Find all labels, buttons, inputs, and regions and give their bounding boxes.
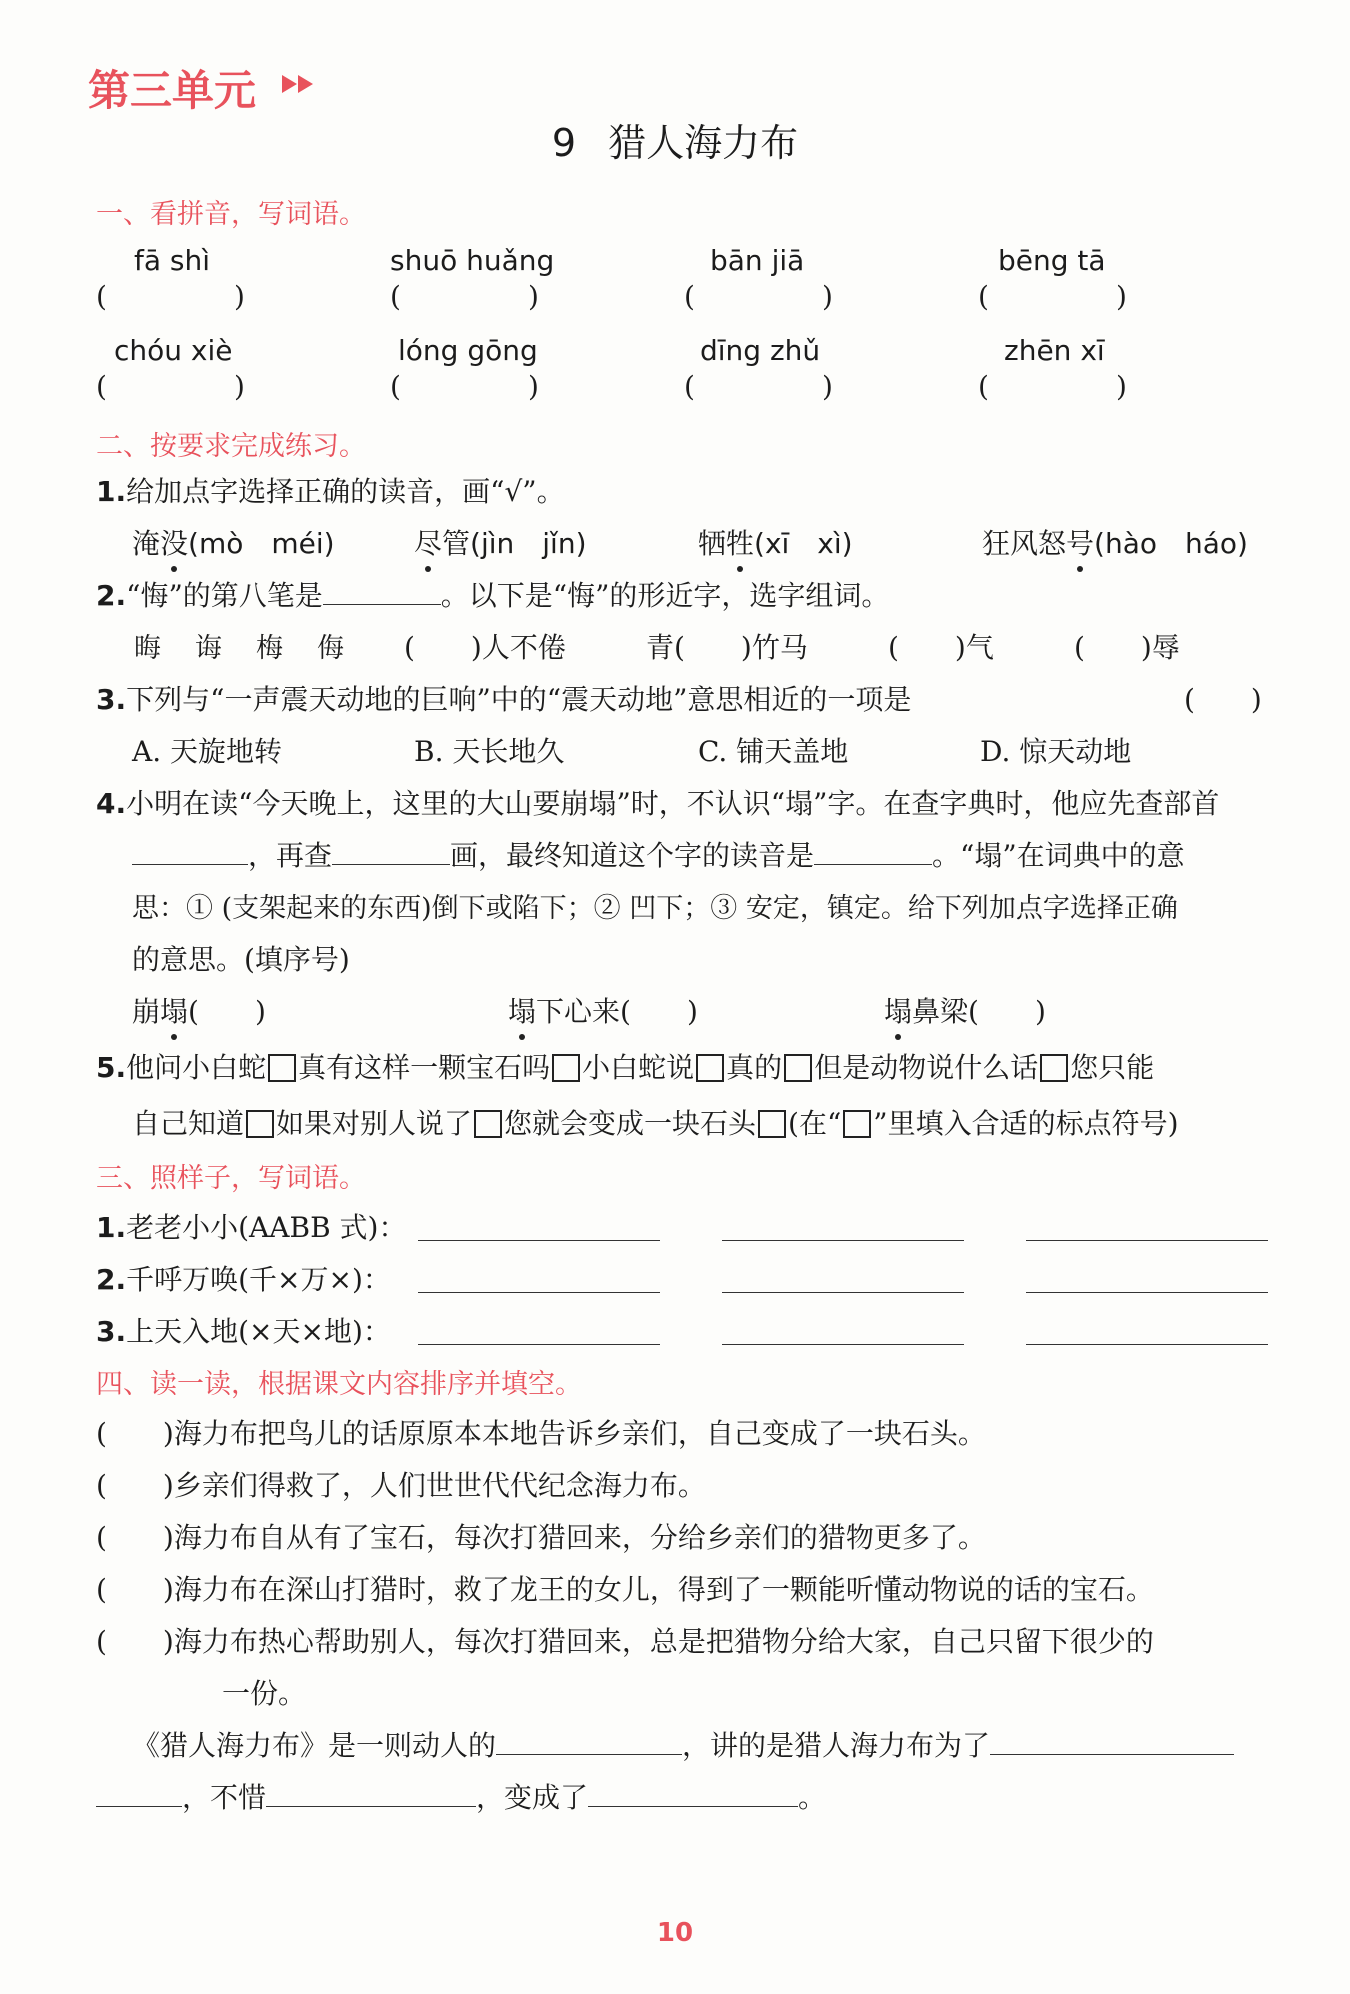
pattern-label: 老老小小(AABB 式)： bbox=[126, 1211, 407, 1244]
question-5-line-2 bbox=[132, 1102, 1179, 1142]
section-4-heading: 四、读一读，根据课文内容排序并填空。 bbox=[96, 1369, 582, 1400]
pinyin-item: shuō huǎng bbox=[390, 244, 555, 277]
sentence-part: 您只能 bbox=[1070, 1051, 1155, 1084]
lesson-title bbox=[0, 112, 1350, 167]
lesson-name: 猎人海力布 bbox=[608, 121, 799, 165]
answer-blank[interactable] bbox=[96, 1780, 182, 1807]
summary-line-1 bbox=[132, 1724, 1234, 1764]
question-text: 。以下是“悔”的形近字，选字组词。 bbox=[440, 579, 890, 612]
lesson-number: 9 bbox=[551, 121, 577, 165]
word-fill[interactable]: ( )气 bbox=[888, 631, 994, 664]
order-paren[interactable]: ( ) bbox=[96, 1521, 174, 1554]
question-text: 。“塌”在词典中的意 bbox=[932, 839, 1185, 872]
sentence-part: 如果对别人说了 bbox=[276, 1107, 473, 1140]
dotted-char: 塌 bbox=[884, 990, 912, 1030]
dotted-char: 牲 bbox=[726, 522, 754, 562]
answer-paren[interactable]: ( bbox=[978, 280, 989, 313]
reading-choice[interactable] bbox=[132, 522, 335, 562]
question-1 bbox=[96, 470, 565, 510]
order-paren[interactable]: ( ) bbox=[96, 1573, 174, 1606]
order-item bbox=[96, 1620, 1154, 1660]
word-fill[interactable]: ( )人不倦 bbox=[404, 631, 566, 664]
question-4-line-2 bbox=[132, 834, 1185, 874]
answer-line[interactable] bbox=[722, 1344, 964, 1345]
question-number: 2. bbox=[96, 1263, 127, 1296]
question-text: 给加点字选择正确的读音，画“√”。 bbox=[126, 475, 565, 508]
question-5-line-1 bbox=[96, 1046, 1154, 1086]
word-part: 牺 bbox=[698, 527, 727, 560]
summary-text: 。 bbox=[798, 1781, 827, 1814]
answer-paren-close: ) bbox=[822, 280, 833, 313]
question-4-line-3: 思：① (支架起来的东西)倒下或陷下；② 凹下；③ 安定，镇定。给下列加点字选择正确 bbox=[132, 893, 1178, 924]
answer-paren-close: ) bbox=[234, 280, 245, 313]
answer-blank[interactable] bbox=[132, 838, 248, 865]
order-item bbox=[96, 1568, 1154, 1608]
order-item bbox=[96, 1412, 986, 1452]
dotted-char: 没 bbox=[160, 522, 188, 562]
word-part: 下心来( ) bbox=[536, 995, 698, 1028]
answer-paren-close: ) bbox=[1116, 370, 1127, 403]
pinyin-item: chóu xiè bbox=[114, 334, 233, 367]
option-a[interactable]: A. 天旋地转 bbox=[132, 735, 283, 768]
punctuation-box[interactable] bbox=[1040, 1054, 1068, 1082]
answer-paren-close: ) bbox=[528, 280, 539, 313]
pattern-label: 上天入地(×天×地)： bbox=[126, 1315, 391, 1348]
question-3 bbox=[96, 678, 911, 718]
char-option: 侮 bbox=[317, 633, 344, 664]
dotted-char: 尽 bbox=[414, 522, 442, 562]
word-fill[interactable]: ( )辱 bbox=[1074, 631, 1180, 664]
question-text: ，再查 bbox=[248, 839, 333, 872]
word-part: 崩 bbox=[132, 995, 161, 1028]
word-part: 狂风怒 bbox=[982, 527, 1067, 560]
summary-text: ，不惜 bbox=[182, 1781, 267, 1814]
pinyin-options: (mò méi) bbox=[188, 527, 335, 560]
pinyin-item: lóng gōng bbox=[398, 334, 538, 367]
dotted-char: 塌 bbox=[508, 990, 536, 1030]
order-text: 海力布把鸟儿的话原原本本地告诉乡亲们，自己变成了一块石头。 bbox=[173, 1417, 986, 1450]
punctuation-box[interactable] bbox=[268, 1054, 296, 1082]
unit-title: 第三单元 bbox=[88, 66, 257, 115]
punctuation-box[interactable] bbox=[758, 1110, 786, 1138]
answer-paren[interactable]: ( ) bbox=[1184, 683, 1262, 716]
pinyin-item: fā shì bbox=[134, 244, 211, 277]
order-paren[interactable]: ( ) bbox=[96, 1469, 174, 1502]
punctuation-box[interactable] bbox=[474, 1110, 502, 1138]
answer-blank[interactable] bbox=[496, 1728, 682, 1755]
meaning-choice[interactable] bbox=[884, 990, 1046, 1030]
pinyin-options: (jìn jǐn) bbox=[470, 527, 587, 560]
question-number: 1. bbox=[96, 1211, 127, 1244]
word-part: 鼻梁( ) bbox=[912, 995, 1046, 1028]
double-arrow-icon bbox=[280, 72, 320, 96]
pinyin-options: (xī xì) bbox=[754, 527, 853, 560]
answer-line[interactable] bbox=[1026, 1240, 1268, 1241]
answer-line[interactable] bbox=[1026, 1344, 1268, 1345]
sentence-part: 小白蛇说 bbox=[582, 1051, 695, 1084]
order-item-continued: 一份。 bbox=[222, 1677, 307, 1710]
section-3-heading: 三、照样子，写词语。 bbox=[96, 1163, 366, 1194]
section-1-heading: 一、看拼音，写词语。 bbox=[96, 199, 366, 230]
answer-line[interactable] bbox=[1026, 1292, 1268, 1293]
summary-text: ，讲的是猎人海力布为了 bbox=[682, 1729, 991, 1762]
answer-line[interactable] bbox=[418, 1240, 660, 1241]
order-text: 海力布自从有了宝石，每次打猎回来，分给乡亲们的猎物更多了。 bbox=[173, 1521, 986, 1554]
answer-paren[interactable]: ( bbox=[96, 280, 107, 313]
summary-line-2 bbox=[96, 1776, 826, 1816]
page-number: 10 bbox=[656, 1918, 694, 1948]
order-item bbox=[96, 1464, 706, 1504]
answer-paren[interactable]: ( bbox=[978, 370, 989, 403]
answer-blank[interactable] bbox=[323, 578, 441, 605]
question-text: 下列与“一声震天动地的巨响”中的“震天动地”意思相近的一项是 bbox=[126, 683, 912, 716]
word-part: ( ) bbox=[188, 995, 266, 1028]
pinyin-item: dīng zhǔ bbox=[700, 334, 821, 367]
question-number: 3. bbox=[96, 683, 127, 716]
meaning-choice[interactable] bbox=[132, 990, 266, 1030]
punctuation-box[interactable] bbox=[784, 1054, 812, 1082]
reading-choice[interactable] bbox=[414, 522, 587, 562]
answer-line[interactable] bbox=[418, 1344, 660, 1345]
order-text: 乡亲们得救了，人们世世代代纪念海力布。 bbox=[173, 1469, 706, 1502]
sentence-part: 他问小白蛇 bbox=[126, 1051, 267, 1084]
pinyin-item: bēng tā bbox=[998, 244, 1106, 277]
question-number: 5. bbox=[96, 1051, 127, 1084]
answer-blank[interactable] bbox=[266, 1780, 476, 1807]
word-part: 管 bbox=[442, 527, 471, 560]
answer-paren-close: ) bbox=[234, 370, 245, 403]
pinyin-options: (hào háo) bbox=[1094, 527, 1248, 560]
order-paren[interactable]: ( ) bbox=[96, 1625, 174, 1658]
similar-chars bbox=[134, 626, 344, 665]
reading-choice[interactable] bbox=[698, 522, 853, 562]
punctuation-box[interactable] bbox=[246, 1110, 274, 1138]
char-option: 诲 bbox=[195, 633, 222, 664]
dotted-char: 号 bbox=[1066, 522, 1094, 562]
option-c[interactable]: C. 铺天盖地 bbox=[698, 735, 849, 768]
dotted-char: 塌 bbox=[160, 990, 188, 1030]
answer-paren-close: ) bbox=[822, 370, 833, 403]
question-number: 4. bbox=[96, 787, 127, 820]
option-d[interactable]: D. 惊天动地 bbox=[980, 735, 1132, 768]
sentence-part: (在“ bbox=[788, 1107, 842, 1140]
answer-paren[interactable]: ( bbox=[96, 370, 107, 403]
sentence-part: 自己知道 bbox=[132, 1107, 245, 1140]
pattern-1 bbox=[96, 1206, 406, 1246]
char-option: 晦 bbox=[134, 633, 161, 664]
answer-blank[interactable] bbox=[332, 838, 450, 865]
pinyin-item: bān jiā bbox=[710, 244, 805, 277]
answer-paren-close: ) bbox=[1116, 280, 1127, 313]
question-number: 1. bbox=[96, 475, 127, 508]
answer-line[interactable] bbox=[722, 1240, 964, 1241]
char-option: 梅 bbox=[256, 633, 283, 664]
question-text: “悔”的第八笔是 bbox=[126, 579, 323, 612]
order-text: 海力布在深山打猎时，救了龙王的女儿，得到了一颗能听懂动物说的话的宝石。 bbox=[173, 1573, 1154, 1606]
sentence-part: 真有这样一颗宝石吗 bbox=[298, 1051, 551, 1084]
question-number: 2. bbox=[96, 579, 127, 612]
question-2 bbox=[96, 574, 889, 614]
answer-paren[interactable]: ( bbox=[684, 370, 695, 403]
summary-text: ，变成了 bbox=[476, 1781, 589, 1814]
question-number: 3. bbox=[96, 1315, 127, 1348]
sentence-part: 但是动物说什么话 bbox=[814, 1051, 1039, 1084]
pattern-2 bbox=[96, 1258, 391, 1298]
pattern-label: 千呼万唤(千×万×)： bbox=[126, 1263, 391, 1296]
question-text: 小明在读“今天晚上，这里的大山要崩塌”时，不认识“塌”字。在查字典时，他应先查部首 bbox=[126, 787, 1220, 820]
sentence-part: ”里填入合适的标点符号) bbox=[873, 1107, 1179, 1140]
answer-paren[interactable]: ( bbox=[390, 370, 401, 403]
question-4-line-1 bbox=[96, 782, 1219, 822]
order-item bbox=[96, 1516, 986, 1556]
question-text: 画，最终知道这个字的读音是 bbox=[450, 839, 815, 872]
reading-choice[interactable] bbox=[982, 522, 1248, 562]
pattern-3 bbox=[96, 1310, 391, 1350]
punctuation-box[interactable] bbox=[552, 1054, 580, 1082]
answer-paren[interactable]: ( bbox=[684, 280, 695, 313]
answer-blank[interactable] bbox=[990, 1728, 1234, 1755]
answer-line[interactable] bbox=[722, 1292, 964, 1293]
meaning-choice[interactable] bbox=[508, 990, 698, 1030]
answer-blank[interactable] bbox=[588, 1780, 798, 1807]
sample-box bbox=[843, 1110, 871, 1138]
punctuation-box[interactable] bbox=[696, 1054, 724, 1082]
summary-text: 《猎人海力布》是一则动人的 bbox=[132, 1729, 497, 1762]
sentence-part: 您就会变成一块石头 bbox=[504, 1107, 757, 1140]
answer-line[interactable] bbox=[418, 1292, 660, 1293]
order-text: 海力布热心帮助别人，每次打猎回来，总是把猎物分给大家，自己只留下很少的 bbox=[173, 1625, 1154, 1658]
section-2-heading: 二、按要求完成练习。 bbox=[96, 431, 366, 462]
word-part: 淹 bbox=[132, 527, 161, 560]
option-b[interactable]: B. 天长地久 bbox=[414, 735, 565, 768]
question-4-line-4: 的意思。(填序号) bbox=[132, 943, 350, 976]
answer-paren-close: ) bbox=[528, 370, 539, 403]
sentence-part: 真的 bbox=[726, 1051, 783, 1084]
answer-blank[interactable] bbox=[814, 838, 932, 865]
order-paren[interactable]: ( ) bbox=[96, 1417, 174, 1450]
pinyin-item: zhēn xī bbox=[1004, 334, 1105, 367]
answer-paren[interactable]: ( bbox=[390, 280, 401, 313]
word-fill[interactable]: 青( )竹马 bbox=[646, 631, 808, 664]
